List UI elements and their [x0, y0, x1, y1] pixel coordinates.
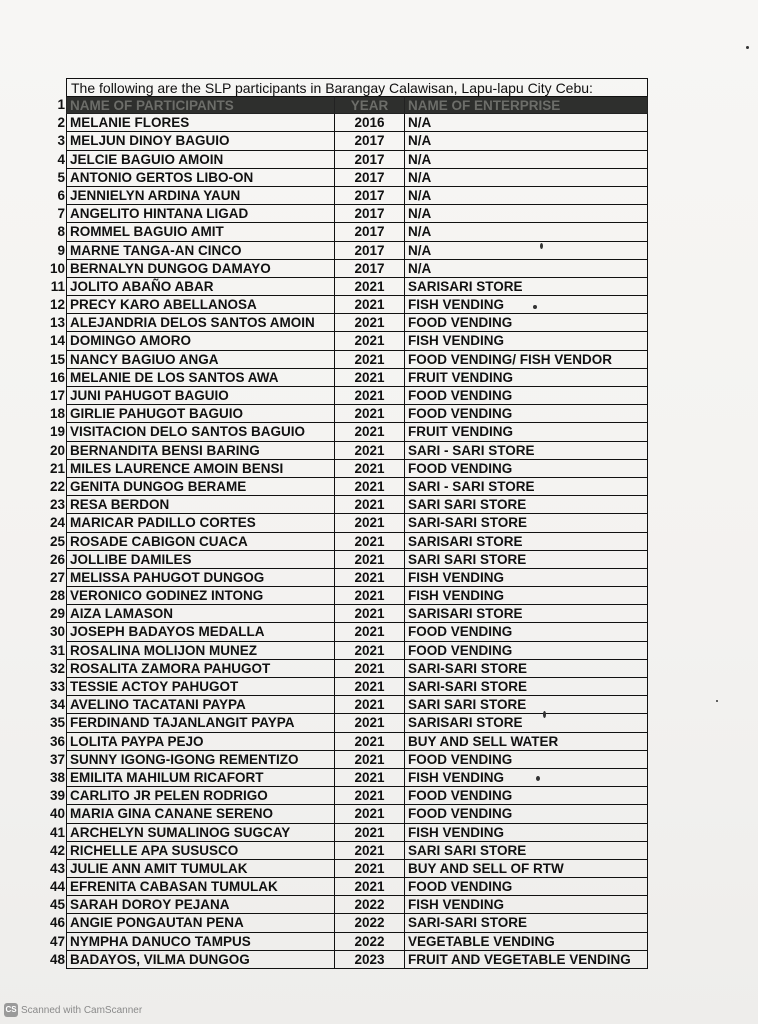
- table-row: [44, 696, 648, 714]
- participant-name: JOLLIBE DAMILES: [66, 551, 335, 569]
- participant-name: ANTONIO GERTOS LIBO-ON: [66, 169, 335, 187]
- participant-name: EMILITA MAHILUM RICAFORT: [66, 769, 335, 787]
- row-number: 22: [49, 478, 65, 494]
- participant-year: 2021: [335, 751, 405, 769]
- participant-name: SARAH DOROY PEJANA: [66, 896, 335, 914]
- participant-enterprise: SARI-SARI STORE: [405, 914, 648, 932]
- row-number: 36: [49, 733, 65, 749]
- participant-year: 2021: [335, 678, 405, 696]
- participant-name: DOMINGO AMORO: [66, 332, 335, 350]
- row-number: 24: [49, 515, 65, 531]
- row-number: 1: [57, 97, 65, 112]
- row-number: 35: [49, 715, 65, 731]
- table-row: [44, 114, 648, 132]
- table-row: [44, 787, 648, 805]
- participant-enterprise: BUY AND SELL WATER: [405, 733, 648, 751]
- participant-enterprise: N/A: [405, 242, 648, 260]
- participant-enterprise: FOOD VENDING/ FISH VENDOR: [405, 351, 648, 369]
- participant-enterprise: FISH VENDING: [405, 587, 648, 605]
- table-row: [44, 514, 648, 532]
- row-number: 15: [49, 351, 65, 367]
- table-row: [44, 769, 648, 787]
- participant-name: JOSEPH BADAYOS MEDALLA: [66, 623, 335, 641]
- participant-year: 2017: [335, 132, 405, 150]
- participant-enterprise: BUY AND SELL OF RTW: [405, 860, 648, 878]
- participant-enterprise: FRUIT VENDING: [405, 423, 648, 441]
- participant-name: ROMMEL BAGUIO AMIT: [66, 223, 335, 241]
- table-row: [44, 860, 648, 878]
- participant-year: 2021: [335, 460, 405, 478]
- participant-name: ALEJANDRIA DELOS SANTOS AMOIN: [66, 314, 335, 332]
- table-row: [44, 896, 648, 914]
- participant-year: 2017: [335, 260, 405, 278]
- row-number: 16: [49, 369, 65, 385]
- ink-speck: [746, 46, 749, 49]
- participant-enterprise: SARI-SARI STORE: [405, 514, 648, 532]
- participant-enterprise: SARI-SARI STORE: [405, 678, 648, 696]
- table-row: [44, 132, 648, 150]
- participant-enterprise: FOOD VENDING: [405, 642, 648, 660]
- participant-year: 2021: [335, 478, 405, 496]
- participant-year: 2017: [335, 187, 405, 205]
- participant-name: CARLITO JR PELEN RODRIGO: [66, 787, 335, 805]
- participant-enterprise: SARISARI STORE: [405, 278, 648, 296]
- participant-enterprise: SARI - SARI STORE: [405, 478, 648, 496]
- table-row: [44, 332, 648, 350]
- participant-enterprise: FISH VENDING: [405, 332, 648, 350]
- row-number: 10: [49, 260, 65, 276]
- camscanner-logo-icon: CS: [4, 1003, 18, 1017]
- participant-name: VERONICO GODINEZ INTONG: [66, 587, 335, 605]
- row-number: 8: [57, 224, 65, 240]
- participant-name: RICHELLE APA SUSUSCO: [66, 842, 335, 860]
- table-row: [44, 205, 648, 223]
- table-row: [44, 387, 648, 405]
- row-number: 18: [49, 406, 65, 422]
- participant-enterprise: SARI SARI STORE: [405, 496, 648, 514]
- row-number: 27: [49, 569, 65, 585]
- scanner-watermark-text: Scanned with CamScanner: [21, 1004, 143, 1016]
- participants-table: [44, 78, 648, 969]
- participant-enterprise: FOOD VENDING: [405, 878, 648, 896]
- participant-name: JUNI PAHUGOT BAGUIO: [66, 387, 335, 405]
- row-number: 41: [49, 824, 65, 840]
- participant-name: VISITACION DELO SANTOS BAGUIO: [66, 423, 335, 441]
- participant-year: 2021: [335, 569, 405, 587]
- participant-name: GENITA DUNGOG BERAME: [66, 478, 335, 496]
- participant-year: 2021: [335, 296, 405, 314]
- row-number: 26: [49, 551, 65, 567]
- participant-year: 2021: [335, 587, 405, 605]
- participant-name: ROSADE CABIGON CUACA: [66, 533, 335, 551]
- participant-enterprise: FOOD VENDING: [405, 751, 648, 769]
- participant-name: BADAYOS, VILMA DUNGOG: [66, 951, 335, 969]
- table-row: [44, 569, 648, 587]
- ink-speck: [716, 700, 718, 702]
- participant-enterprise: VEGETABLE VENDING: [405, 933, 648, 951]
- table-row: [44, 642, 648, 660]
- table-row: [44, 587, 648, 605]
- table-title: The following are the SLP participants in Barangay Calawisan, Lapu-lapu City Cebu:: [66, 78, 648, 96]
- participant-enterprise: FISH VENDING: [405, 896, 648, 914]
- participant-year: 2021: [335, 442, 405, 460]
- participant-year: 2021: [335, 551, 405, 569]
- participant-year: 2021: [335, 714, 405, 732]
- table-row: [44, 369, 648, 387]
- row-number: 7: [57, 206, 65, 222]
- table-row: [44, 842, 648, 860]
- table-row: [44, 933, 648, 951]
- table-row: [44, 496, 648, 514]
- scanner-watermark: [4, 1003, 142, 1017]
- participant-name: AIZA LAMASON: [66, 605, 335, 623]
- table-row: [44, 260, 648, 278]
- participant-year: 2021: [335, 623, 405, 641]
- participant-enterprise: SARI - SARI STORE: [405, 442, 648, 460]
- ink-speck: [536, 776, 540, 781]
- participant-year: 2021: [335, 805, 405, 823]
- participant-year: 2022: [335, 914, 405, 932]
- participant-year: 2021: [335, 332, 405, 350]
- participant-name: BERNANDITA BENSI BARING: [66, 442, 335, 460]
- participant-name: ARCHELYN SUMALINOG SUGCAY: [66, 824, 335, 842]
- participant-year: 2021: [335, 842, 405, 860]
- row-number: 14: [49, 333, 65, 349]
- table-body: [44, 114, 648, 969]
- row-number: 9: [57, 242, 65, 258]
- participant-year: 2021: [335, 878, 405, 896]
- table-row: [44, 405, 648, 423]
- table-row: [44, 187, 648, 205]
- participant-name: FERDINAND TAJANLANGIT PAYPA: [66, 714, 335, 732]
- participant-name: ANGELITO HINTANA LIGAD: [66, 205, 335, 223]
- ink-speck: [543, 711, 546, 718]
- participant-enterprise: N/A: [405, 132, 648, 150]
- participant-year: 2017: [335, 242, 405, 260]
- header-name: NAME OF PARTICIPANTS: [66, 96, 335, 114]
- participant-year: 2022: [335, 933, 405, 951]
- participant-enterprise: FISH VENDING: [405, 296, 648, 314]
- table-row: [44, 151, 648, 169]
- participant-name: SUNNY IGONG-IGONG REMENTIZO: [66, 751, 335, 769]
- row-number: 3: [57, 133, 65, 149]
- table-row: [44, 533, 648, 551]
- participant-enterprise: FOOD VENDING: [405, 405, 648, 423]
- table-row: [44, 751, 648, 769]
- participant-year: 2021: [335, 278, 405, 296]
- row-number: 17: [49, 388, 65, 403]
- participant-enterprise: SARI SARI STORE: [405, 842, 648, 860]
- participant-name: NANCY BAGIUO ANGA: [66, 351, 335, 369]
- row-number: 44: [49, 879, 65, 895]
- row-number: 38: [49, 769, 65, 785]
- table-row: [44, 660, 648, 678]
- table-row: [44, 951, 648, 969]
- participant-enterprise: FOOD VENDING: [405, 314, 648, 332]
- participant-name: AVELINO TACATANI PAYPA: [66, 696, 335, 714]
- participant-enterprise: SARISARI STORE: [405, 605, 648, 623]
- row-number: 6: [57, 187, 65, 203]
- participant-enterprise: FOOD VENDING: [405, 805, 648, 823]
- participant-name: ROSALINA MOLIJON MUNEZ: [66, 642, 335, 660]
- participant-name: RESA BERDON: [66, 496, 335, 514]
- participant-name: JENNIELYN ARDINA YAUN: [66, 187, 335, 205]
- row-number: 2: [57, 115, 65, 131]
- participant-name: JELCIE BAGUIO AMOIN: [66, 151, 335, 169]
- table-row: [44, 878, 648, 896]
- row-number: 45: [49, 897, 65, 913]
- participant-name: ROSALITA ZAMORA PAHUGOT: [66, 660, 335, 678]
- participant-enterprise: N/A: [405, 114, 648, 132]
- participant-name: TESSIE ACTOY PAHUGOT: [66, 678, 335, 696]
- participant-year: 2017: [335, 169, 405, 187]
- participant-enterprise: SARI SARI STORE: [405, 696, 648, 714]
- participant-year: 2021: [335, 423, 405, 441]
- participant-year: 2023: [335, 951, 405, 969]
- participant-enterprise: N/A: [405, 223, 648, 241]
- participant-year: 2021: [335, 605, 405, 623]
- row-number: 13: [49, 315, 65, 331]
- participant-enterprise: SARISARI STORE: [405, 714, 648, 732]
- participant-name: BERNALYN DUNGOG DAMAYO: [66, 260, 335, 278]
- participant-year: 2021: [335, 514, 405, 532]
- row-number: 4: [57, 151, 65, 167]
- row-number: 29: [49, 606, 65, 622]
- participant-name: LOLITA PAYPA PEJO: [66, 733, 335, 751]
- row-number: 11: [50, 278, 65, 294]
- participant-enterprise: FISH VENDING: [405, 824, 648, 842]
- table-row: [44, 278, 648, 296]
- table-row: [44, 169, 648, 187]
- table-row: [44, 442, 648, 460]
- participant-enterprise: N/A: [405, 169, 648, 187]
- table-row: [44, 733, 648, 751]
- participant-name: JULIE ANN AMIT TUMULAK: [66, 860, 335, 878]
- row-number: 21: [49, 460, 65, 476]
- row-number: 31: [49, 642, 65, 658]
- participant-enterprise: N/A: [405, 187, 648, 205]
- participant-name: MARICAR PADILLO CORTES: [66, 514, 335, 532]
- row-number: 5: [57, 169, 65, 185]
- participant-name: ANGIE PONGAUTAN PENA: [66, 914, 335, 932]
- row-number: 33: [49, 679, 65, 694]
- row-number: 25: [49, 533, 65, 549]
- ink-speck: [533, 305, 537, 309]
- participant-enterprise: N/A: [405, 151, 648, 169]
- participant-name: MELANIE DE LOS SANTOS AWA: [66, 369, 335, 387]
- table-row: [44, 223, 648, 241]
- participant-enterprise: N/A: [405, 260, 648, 278]
- participant-year: 2016: [335, 114, 405, 132]
- participant-year: 2021: [335, 351, 405, 369]
- participant-year: 2021: [335, 496, 405, 514]
- table-row: [44, 296, 648, 314]
- participant-year: 2021: [335, 642, 405, 660]
- participant-name: GIRLIE PAHUGOT BAGUIO: [66, 405, 335, 423]
- participant-name: MARIA GINA CANANE SERENO: [66, 805, 335, 823]
- row-number: 48: [49, 951, 65, 967]
- row-number: 23: [49, 497, 65, 513]
- participant-name: MELISSA PAHUGOT DUNGOG: [66, 569, 335, 587]
- row-number: 20: [49, 442, 65, 458]
- table-row: [44, 423, 648, 441]
- row-number: 40: [49, 806, 65, 822]
- participant-name: MELANIE FLORES: [66, 114, 335, 132]
- row-number: 32: [49, 660, 65, 676]
- participant-enterprise: FRUIT AND VEGETABLE VENDING: [405, 951, 648, 969]
- participant-enterprise: N/A: [405, 205, 648, 223]
- row-number: 46: [49, 915, 65, 931]
- table-row: [44, 824, 648, 842]
- row-number: 19: [49, 424, 65, 440]
- table-row: [44, 478, 648, 496]
- row-number: 47: [49, 933, 65, 949]
- row-number: 43: [49, 860, 65, 876]
- ink-speck: [540, 243, 543, 249]
- header-enterprise: NAME OF ENTERPRISE: [405, 96, 648, 114]
- participant-name: JOLITO ABAÑO ABAR: [66, 278, 335, 296]
- participant-year: 2021: [335, 769, 405, 787]
- participant-year: 2021: [335, 369, 405, 387]
- participant-year: 2021: [335, 824, 405, 842]
- row-number: 28: [49, 588, 65, 604]
- table-row: [44, 678, 648, 696]
- participant-name: MILES LAURENCE AMOIN BENSI: [66, 460, 335, 478]
- row-number: 37: [49, 751, 65, 767]
- row-number: 42: [49, 842, 65, 858]
- participant-year: 2021: [335, 660, 405, 678]
- participant-name: EFRENITA CABASAN TUMULAK: [66, 878, 335, 896]
- participant-enterprise: SARISARI STORE: [405, 533, 648, 551]
- participant-enterprise: FOOD VENDING: [405, 787, 648, 805]
- header-year: YEAR: [335, 96, 405, 114]
- participant-year: 2017: [335, 151, 405, 169]
- table-row: [44, 242, 648, 260]
- table-row: [44, 314, 648, 332]
- participant-year: 2021: [335, 860, 405, 878]
- row-number: 34: [49, 697, 65, 713]
- participant-name: PRECY KARO ABELLANOSA: [66, 296, 335, 314]
- table-row: [44, 605, 648, 623]
- participant-enterprise: SARI SARI STORE: [405, 551, 648, 569]
- row-number: 39: [49, 788, 65, 804]
- table-row: [44, 551, 648, 569]
- participant-name: NYMPHA DANUCO TAMPUS: [66, 933, 335, 951]
- participant-year: 2017: [335, 205, 405, 223]
- participant-year: 2022: [335, 896, 405, 914]
- row-number: 30: [49, 624, 65, 640]
- row-number: 12: [49, 297, 65, 313]
- participant-year: 2021: [335, 733, 405, 751]
- participant-name: MELJUN DINOY BAGUIO: [66, 132, 335, 150]
- participant-enterprise: FOOD VENDING: [405, 387, 648, 405]
- participant-year: 2021: [335, 696, 405, 714]
- table-row: [44, 460, 648, 478]
- participant-year: 2021: [335, 533, 405, 551]
- participant-enterprise: FISH VENDING: [405, 769, 648, 787]
- participant-enterprise: FRUIT VENDING: [405, 369, 648, 387]
- participant-year: 2017: [335, 223, 405, 241]
- table-header-row: [44, 96, 648, 114]
- participant-enterprise: FISH VENDING: [405, 569, 648, 587]
- participant-year: 2021: [335, 787, 405, 805]
- participant-enterprise: FOOD VENDING: [405, 460, 648, 478]
- table-row: [44, 714, 648, 732]
- participant-enterprise: SARI-SARI STORE: [405, 660, 648, 678]
- table-row: [44, 351, 648, 369]
- participant-year: 2021: [335, 314, 405, 332]
- participant-name: MARNE TANGA-AN CINCO: [66, 242, 335, 260]
- table-row: [44, 805, 648, 823]
- participant-enterprise: FOOD VENDING: [405, 623, 648, 641]
- participant-year: 2021: [335, 387, 405, 405]
- table-row: [44, 914, 648, 932]
- table-row: [44, 623, 648, 641]
- participant-year: 2021: [335, 405, 405, 423]
